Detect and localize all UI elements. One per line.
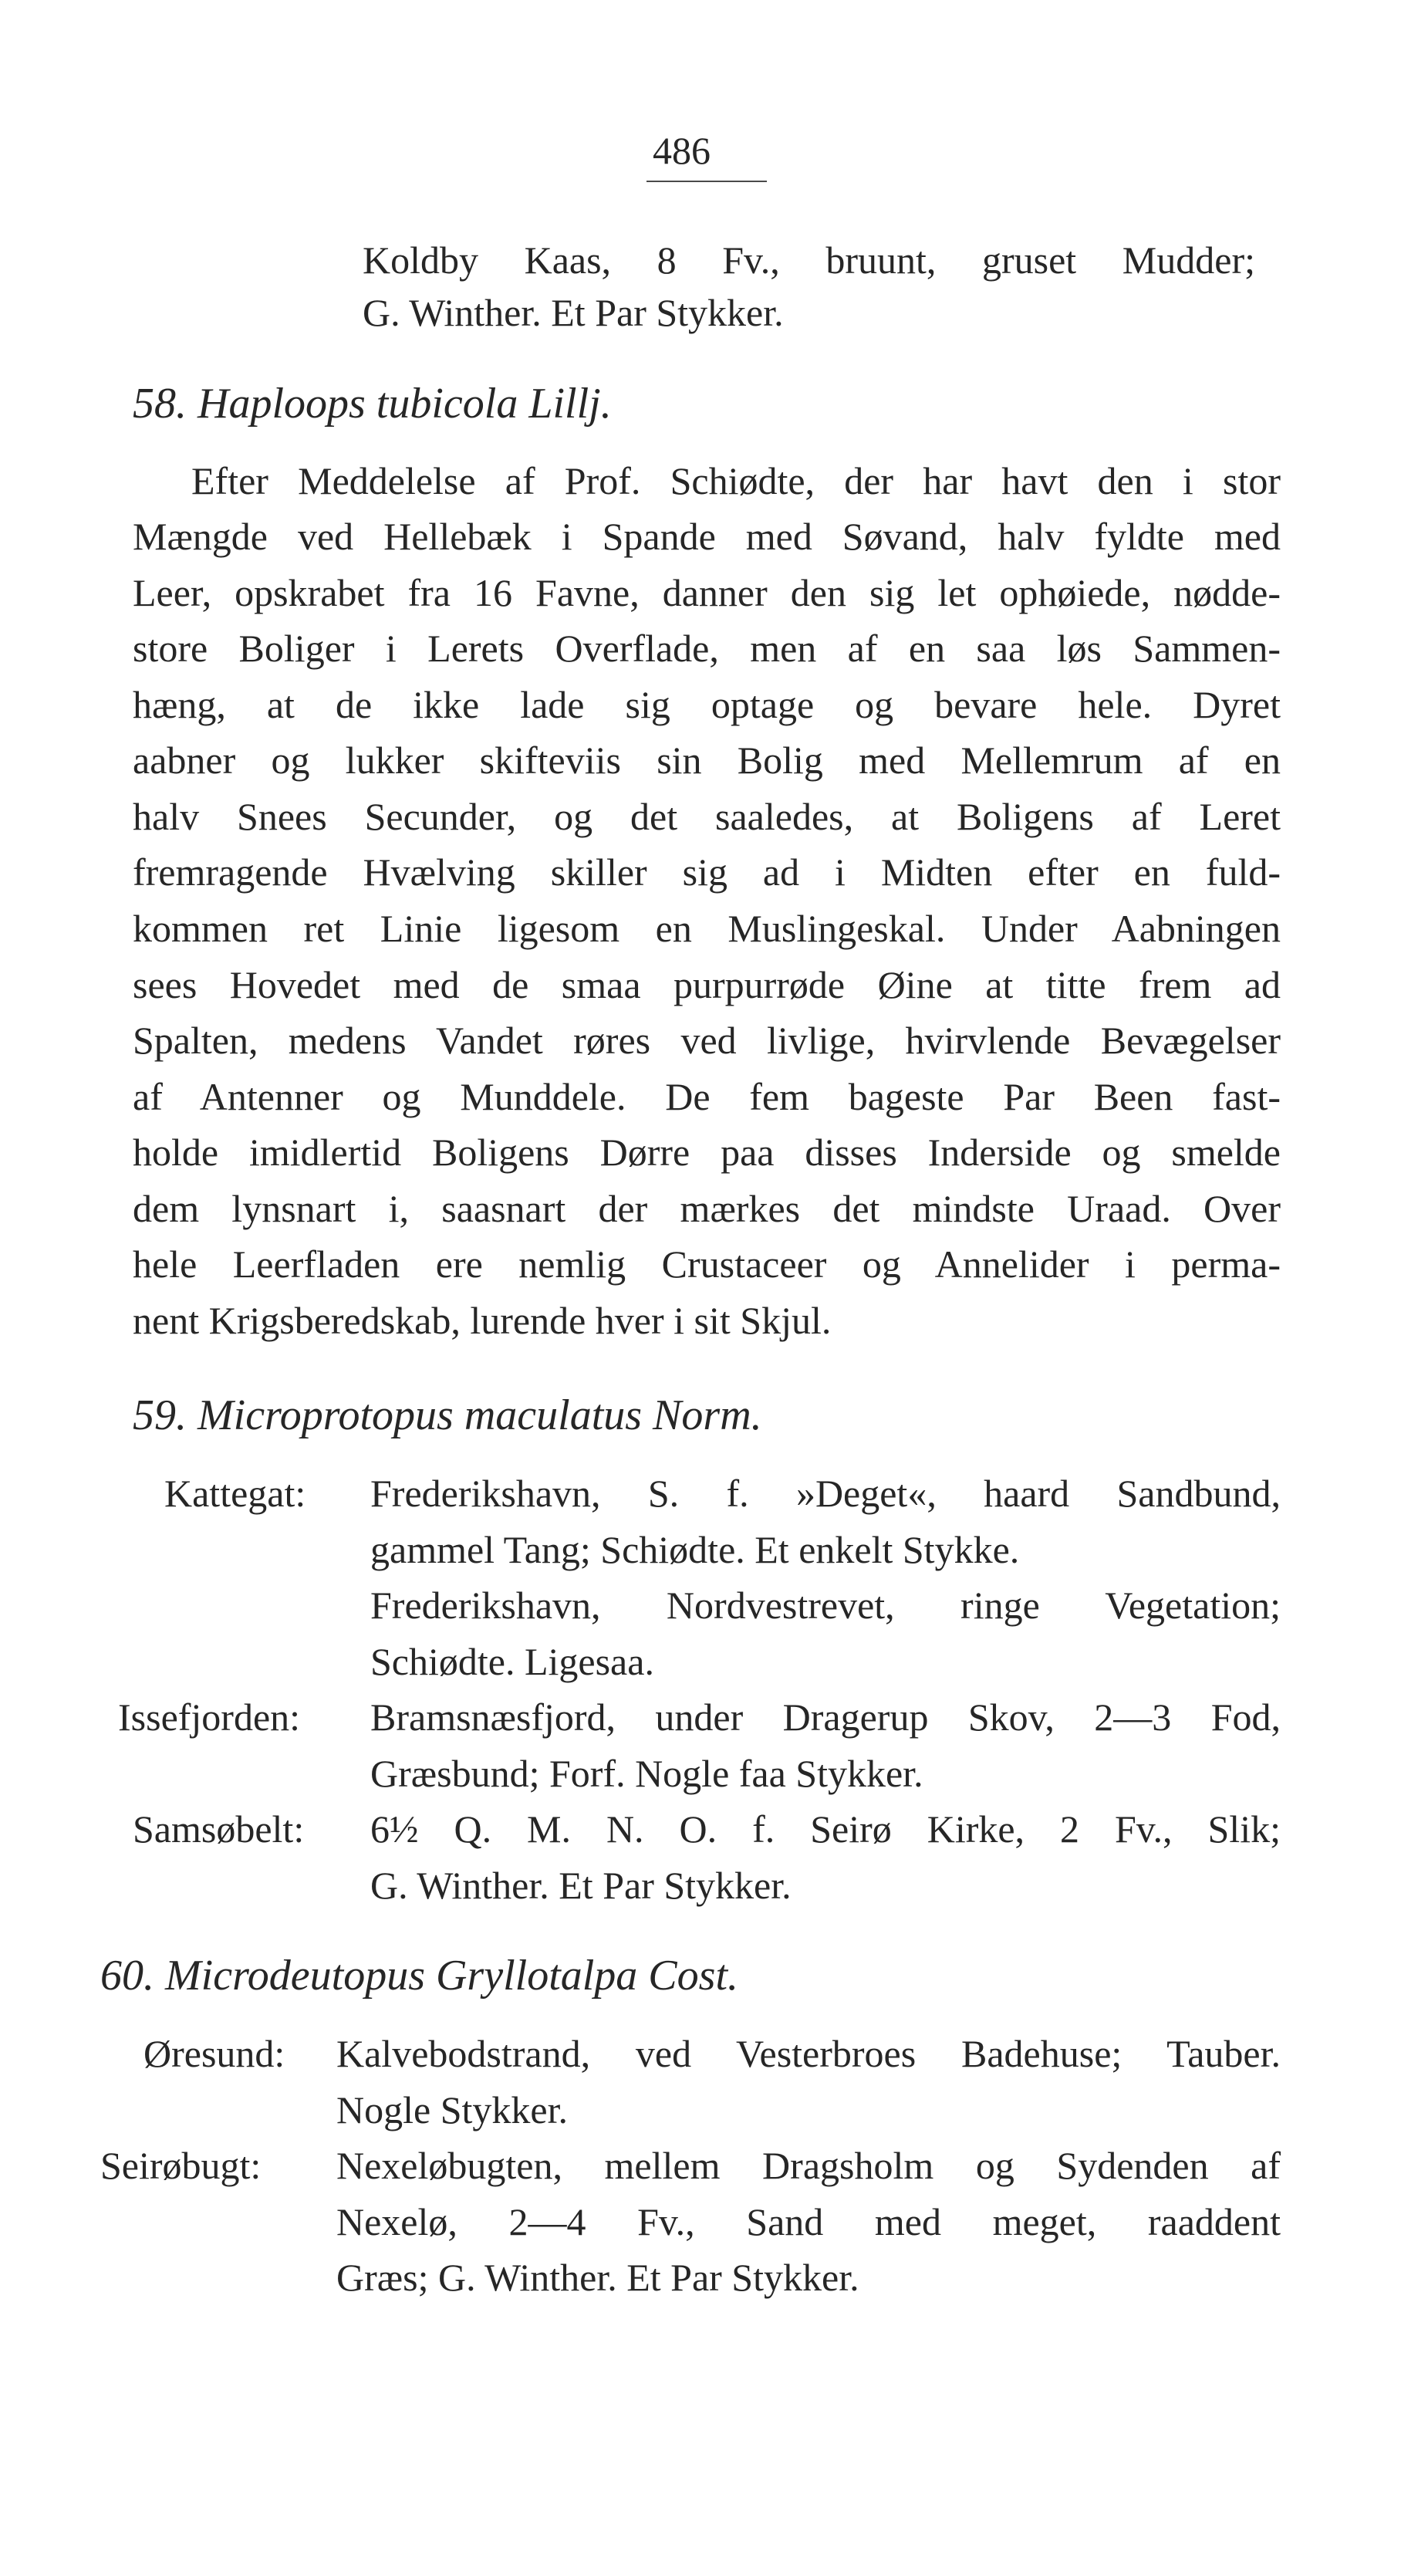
locality-text-line: Græsbund; Forf. Nogle faa Stykker. (370, 1752, 923, 1795)
paragraph-line: kommen ret Linie ligesom en Muslingeskal. Under Aabningen (133, 907, 1281, 950)
paragraph-line: Leer, opskrabet fra 16 Favne, danner den sig let ophøiede, nødde- (133, 571, 1281, 614)
paragraph-line: sees Hovedet med de smaa purpurrøde Øine at titte frem ad (133, 963, 1281, 1006)
locality-label: Samsøbelt: (133, 1807, 305, 1851)
locality-text-line: Nexelø, 2—4 Fv., Sand med meget, raaddent (336, 2200, 1281, 2243)
locality-text-line: gammel Tang; Schiødte. Et enkelt Stykke. (370, 1528, 1020, 1571)
locality-text-line: Frederikshavn, Nordvestrevet, ringe Vegetation; (370, 1584, 1281, 1627)
paragraph-line: af Antenner og Munddele. De fem bageste Par Been fast- (133, 1075, 1281, 1118)
locality-text-line: Nexeløbugten, mellem Dragsholm og Sydenden af (336, 2144, 1281, 2187)
locality-text-line: G. Winther. Et Par Stykker. (370, 1864, 792, 1907)
section-59-heading: 59. Microprotopus maculatus Norm. (133, 1391, 762, 1439)
paragraph-line: nent Krigsberedskab, lurende hver i sit Skjul. (133, 1299, 832, 1342)
locality-label: Seirøbugt: (100, 2144, 262, 2187)
paragraph-line: fremragende Hvælving skiller sig ad i Midten efter en fuld- (133, 850, 1281, 894)
paragraph-line: halv Snees Secunder, og det saaledes, at Boligens af Leret (133, 795, 1281, 838)
locality-text-line: Nogle Stykker. (336, 2088, 568, 2131)
paragraph-line: Efter Meddelelse af Prof. Schiødte, der har havt den i stor (191, 459, 1281, 502)
locality-text-line: Schiødte. Ligesaa. (370, 1640, 654, 1683)
paragraph-line: holde imidlertid Boligens Dørre paa disses Inderside og smelde (133, 1131, 1281, 1174)
locality-text-line: Kalvebodstrand, ved Vesterbroes Badehuse; Tauber. (336, 2032, 1281, 2075)
locality-label: Kattegat: (164, 1472, 306, 1515)
intro-line: Koldby Kaas, 8 Fv., bruunt, gruset Mudder; (363, 238, 1255, 282)
intro-line: G. Winther. Et Par Stykker. (363, 291, 784, 334)
paragraph-line: hele Leerfladen ere nemlig Crustaceer og Annelider i perma- (133, 1242, 1281, 1286)
page-number: 486 (653, 129, 711, 172)
paragraph-line: store Boliger i Lerets Overflade, men af en saa løs Sammen- (133, 627, 1281, 670)
locality-text-line: Græs; G. Winther. Et Par Stykker. (336, 2256, 859, 2299)
locality-text-line: Bramsnæsfjord, under Dragerup Skov, 2—3 Fod, (370, 1695, 1281, 1739)
paragraph-line: hæng, at de ikke lade sig optage og bevare hele. Dyret (133, 683, 1281, 726)
paragraph-line: Mængde ved Hellebæk i Spande med Søvand, halv fyldte med (133, 515, 1281, 558)
paragraph-line: aabner og lukker skifteviis sin Bolig med Mellemrum af en (133, 739, 1281, 782)
paragraph-line: Spalten, medens Vandet røres ved livlige, hvirvlende Bevægelser (133, 1019, 1281, 1062)
locality-text-line: Frederikshavn, S. f. »Deget«, haard Sandbund, (370, 1472, 1281, 1515)
locality-text-line: 6½ Q. M. N. O. f. Seirø Kirke, 2 Fv., Slik; (370, 1807, 1281, 1851)
paragraph-line: dem lynsnart i, saasnart der mærkes det mindste Uraad. Over (133, 1187, 1281, 1230)
page-number-rule (646, 181, 767, 182)
locality-label: Issefjorden: (118, 1695, 301, 1739)
locality-label: Øresund: (143, 2032, 285, 2075)
section-58-heading: 58. Haploops tubicola Lillj. (133, 380, 612, 428)
section-60-heading: 60. Microdeutopus Gryllotalpa Cost. (100, 1952, 739, 2000)
